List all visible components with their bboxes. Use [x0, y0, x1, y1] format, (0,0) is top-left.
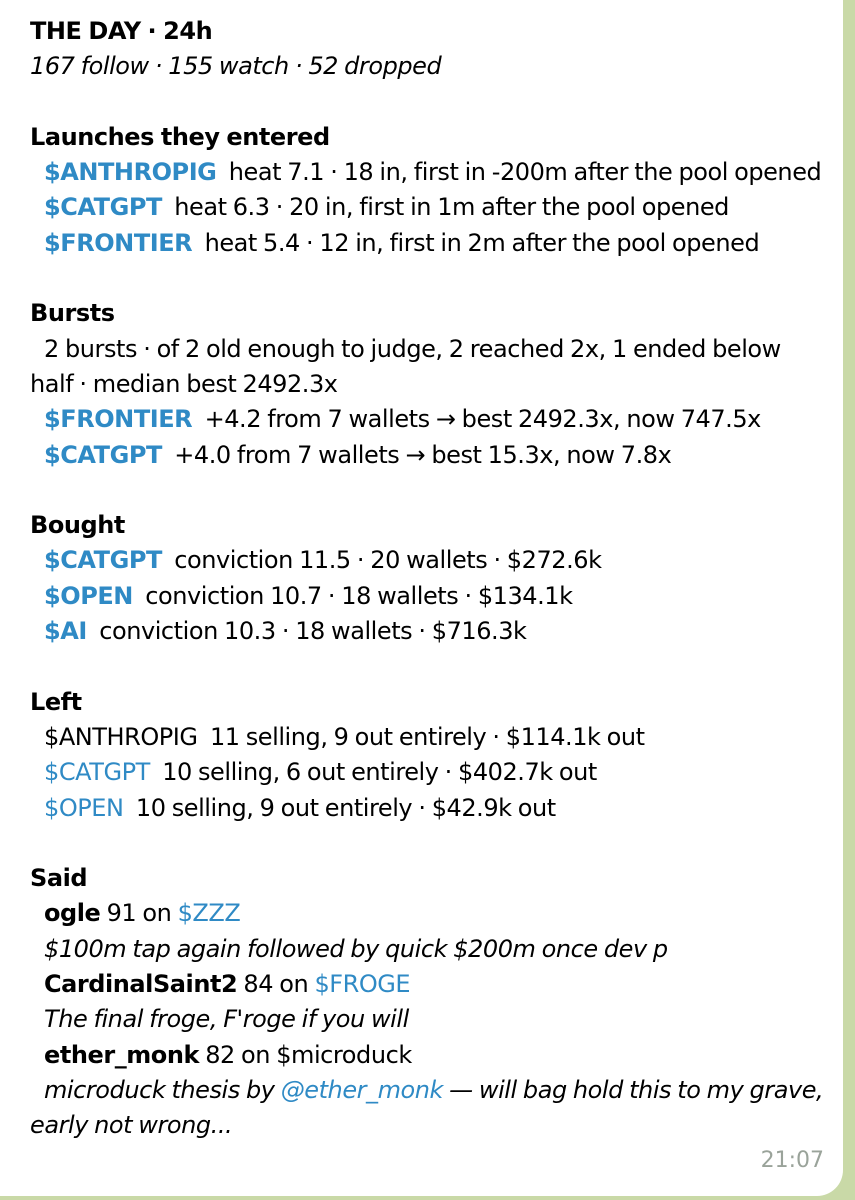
ticker-link[interactable]: $OPEN: [44, 793, 124, 822]
list-item: $CATGPT 10 selling, 6 out entirely · $402.7k out: [44, 758, 597, 787]
said-quote: The final froge, F'roge if you will: [44, 1005, 409, 1034]
ticker-link[interactable]: $AI: [44, 617, 87, 646]
said-author: ether_monk 82 on $microduck: [44, 1040, 412, 1069]
list-item: $FRONTIER +4.2 from 7 wallets → best 2492.3x, now 747.5x: [44, 405, 761, 434]
said-author: ogle 91 on $ZZZ: [44, 899, 241, 928]
bought-heading: Bought: [30, 511, 125, 540]
ticker-link[interactable]: $CATGPT: [44, 758, 150, 787]
left-heading: Left: [30, 687, 82, 716]
list-item: $OPEN 10 selling, 9 out entirely · $42.9k out: [44, 793, 556, 822]
mention-link[interactable]: @ether_monk: [280, 1075, 443, 1104]
ticker-link[interactable]: $FRONTIER: [44, 228, 193, 257]
ticker-link[interactable]: $OPEN: [44, 581, 133, 610]
username: CardinalSaint2: [44, 970, 238, 999]
ticker-link[interactable]: $CATGPT: [44, 546, 162, 575]
said-author: CardinalSaint2 84 on $FROGE: [44, 970, 411, 999]
ticker-link[interactable]: $CATGPT: [44, 440, 162, 469]
message-subtitle: 167 follow · 155 watch · 52 dropped: [30, 52, 442, 81]
ticker-link[interactable]: $ZZZ: [177, 899, 241, 928]
ticker-text: $microduck: [276, 1040, 412, 1069]
username: ether_monk: [44, 1040, 199, 1069]
list-item: $CATGPT heat 6.3 · 20 in, first in 1m after the pool opened: [44, 193, 729, 222]
list-item: $AI conviction 10.3 · 18 wallets · $716.3k: [44, 617, 527, 646]
username: ogle: [44, 899, 101, 928]
said-quote: microduck thesis by @ether_monk — will bag hold this to my grave, early not wrong...: [30, 1075, 830, 1140]
ticker-text: $ANTHROPIG: [44, 722, 198, 751]
launches-heading: Launches they entered: [30, 122, 330, 151]
list-item: $CATGPT +4.0 from 7 wallets → best 15.3x, now 7.8x: [44, 440, 672, 469]
bursts-summary: 2 bursts · of 2 old enough to judge, 2 reached 2x, 1 ended below half · median best 2492.3x: [30, 334, 788, 398]
ticker-link[interactable]: $FROGE: [314, 970, 411, 999]
list-item: $OPEN conviction 10.7 · 18 wallets · $134.1k: [44, 581, 573, 610]
ticker-link[interactable]: $ANTHROPIG: [44, 158, 217, 187]
list-item: $ANTHROPIG 11 selling, 9 out entirely · $114.1k out: [44, 722, 645, 751]
ticker-link[interactable]: $FRONTIER: [44, 405, 193, 434]
ticker-link[interactable]: $CATGPT: [44, 193, 162, 222]
message-timestamp: 21:07: [760, 1147, 824, 1173]
list-item: $ANTHROPIG heat 7.1 · 18 in, first in -200m after the pool opened: [44, 158, 822, 187]
list-item: $CATGPT conviction 11.5 · 20 wallets · $272.6k: [44, 546, 602, 575]
message-title: THE DAY · 24h: [30, 17, 213, 45]
said-quote: $100m tap again followed by quick $200m once dev p: [44, 934, 668, 963]
list-item: $FRONTIER heat 5.4 · 12 in, first in 2m after the pool opened: [44, 228, 760, 257]
bursts-heading: Bursts: [30, 299, 115, 328]
said-heading: Said: [30, 864, 88, 893]
